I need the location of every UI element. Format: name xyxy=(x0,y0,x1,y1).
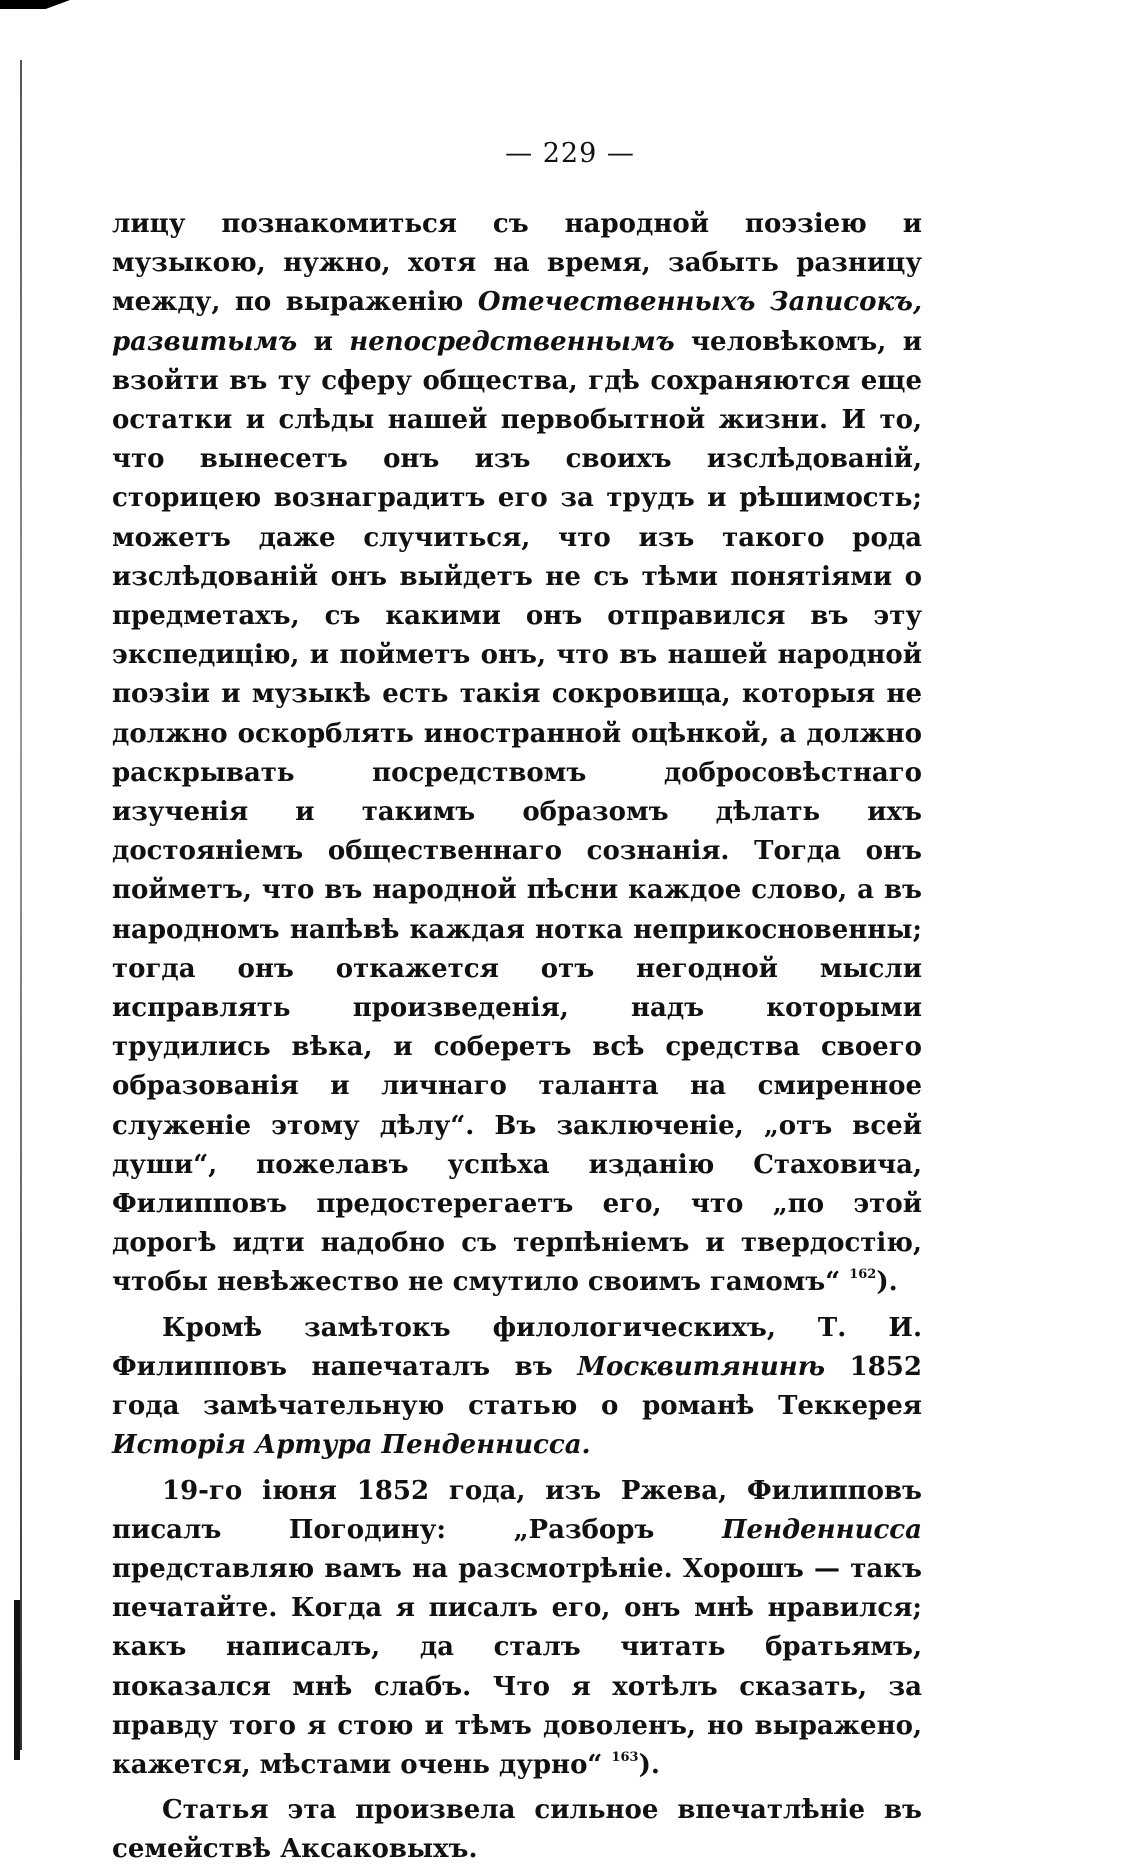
paragraph xyxy=(112,1472,922,1786)
italic-span: Москвитянинѣ xyxy=(577,1351,826,1382)
text-span: 1852 года замѣчательную статью о романѣ Теккерея xyxy=(112,1351,922,1422)
italic-span: Отечественныхъ Записокъ, развитымъ xyxy=(112,287,922,357)
italic-span: Пенденнисса xyxy=(721,1514,922,1545)
paragraph xyxy=(112,205,922,1303)
page-left-edge xyxy=(20,60,22,1750)
text-span: лицу познакомиться съ народной поэзіею и музыкою, нужно, хотя на время, забыть разницу между, по выраженію xyxy=(112,209,922,318)
text-span: и xyxy=(297,326,350,357)
footnote-ref: 162 xyxy=(849,1267,877,1283)
paragraph xyxy=(112,1791,922,1869)
page-left-edge-shadow xyxy=(14,1600,20,1760)
scan-corner-mark xyxy=(0,0,70,26)
footnote-ref: 163 xyxy=(611,1749,639,1765)
page-number: — 229 — xyxy=(505,138,635,169)
text-span: человѣкомъ, и взойти въ ту сферу общества, гдѣ сохраняются еще остатки и слѣды нашей первобытной жизни. И то, что вынесетъ онъ изъ своихъ изслѣдованій, сторицею вознаградитъ его за трудъ и рѣшимость; можетъ даже случиться, что изъ такого рода изслѣдованій онъ выйдетъ не съ тѣми понятіями о предметахъ, съ какими онъ отправился въ эту экспедицію, и пойметъ онъ, что въ нашей народной поэзіи и музыкѣ есть такія сокровища, которыя не должно оскорблять иностранной оцѣнкой, а должно раскрывать посредствомъ добросовѣстнаго изученія и такимъ образомъ дѣлать ихъ достояніемъ общественнаго сознанія. Тогда онъ пойметъ, что въ народной пѣсни каждое слово, а въ народномъ напѣвѣ каждая нотка неприкосновенны; тогда онъ откажется отъ негодной мысли исправлять произведенія, надъ которыми трудились вѣка, и соберетъ всѣ средства своего образованія и личнаго таланта на смиренное служеніе этому дѣлу“. Въ заключеніе, „отъ всей души“, пожелавъ успѣха изданію Стаховича, Филипповъ предостерегаетъ его, что „по этой дорогѣ идти надобно съ терпѣніемъ и твердостію, чтобы невѣжество не смутило своимъ гамомъ“ xyxy=(112,326,922,1298)
text-span: представляю вамъ на разсмотрѣніе. Хорошъ — такъ печатайте. Когда я писалъ его, онъ мнѣ нравился; какъ написалъ, да сталъ читать братьямъ, показался мнѣ слабъ. Что я хотѣлъ сказать, за правду того я стою и тѣмъ доволенъ, но выражено, кажется, мѣстами очень дурно“ xyxy=(112,1553,922,1780)
body-text xyxy=(112,205,922,1870)
text-span: 19-го іюня 1852 года, изъ Ржева, Филипповъ писалъ Погодину: „Разборъ xyxy=(112,1475,922,1545)
text-span: ). xyxy=(876,1267,898,1298)
text-span: Статья эта произвела сильное впечатлѣніе въ семействѣ Аксаковыхъ. xyxy=(112,1795,922,1865)
italic-span: Исторія Артура Пенденнисса. xyxy=(112,1430,591,1461)
italic-span: непосредственнымъ xyxy=(349,326,675,357)
text-span: Кромѣ замѣтокъ филологическихъ, Т. И. Филипповъ напечаталъ въ xyxy=(112,1312,922,1382)
text-span: ). xyxy=(638,1749,660,1780)
paragraph xyxy=(112,1309,922,1466)
